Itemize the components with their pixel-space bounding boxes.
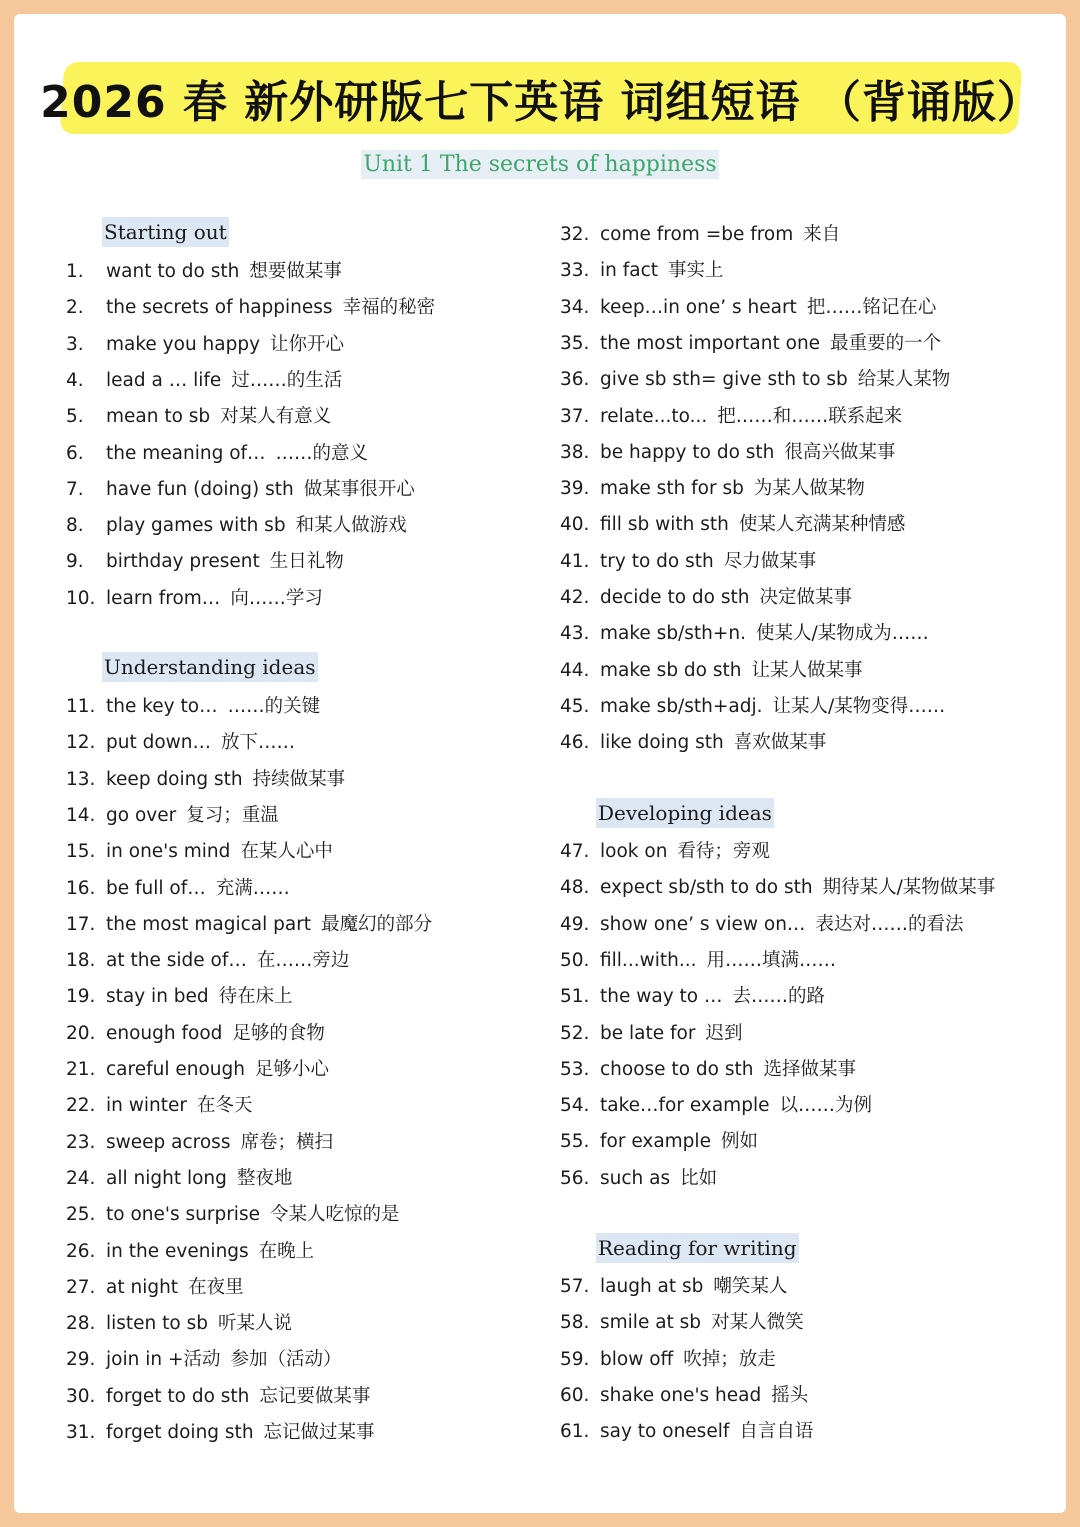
phrase-number: 56. — [560, 1167, 590, 1189]
phrase-english: have fun (doing) sth — [106, 478, 294, 500]
phrase-number: 6. — [66, 442, 84, 464]
phrase-item — [66, 801, 279, 827]
phrase-number: 8. — [66, 515, 84, 537]
phrase-english: fill sb with sth — [600, 514, 729, 536]
phrase-item — [560, 1127, 758, 1153]
phrase-english: look on — [600, 841, 668, 862]
phrase-english: choose to do sth — [600, 1058, 754, 1080]
phrase-item — [66, 257, 342, 283]
phrase-chinese: 摇头 — [771, 1384, 809, 1406]
phrase-item — [66, 1418, 375, 1444]
phrase-item — [560, 1272, 787, 1298]
phrase-item — [560, 256, 724, 282]
phrase-item — [66, 1164, 292, 1190]
phrase-chinese: 对某人有意义 — [220, 406, 332, 428]
phrase-chinese: 生日礼物 — [269, 551, 344, 573]
phrase-item — [560, 474, 865, 500]
phrase-number: 5. — [66, 406, 84, 428]
phrase-number: 34. — [560, 296, 590, 318]
phrase-chinese: 让某人做某事 — [751, 659, 863, 681]
phrase-english: sweep across — [106, 1131, 231, 1153]
phrase-item — [560, 619, 929, 645]
phrase-item — [66, 366, 342, 392]
phrase-item — [560, 547, 816, 573]
phrase-number: 9. — [66, 551, 84, 573]
phrase-chinese: 待在床上 — [218, 986, 293, 1008]
phrase-english: in fact — [600, 260, 659, 282]
phrase-number: 29. — [66, 1349, 96, 1371]
phrase-number: 23. — [66, 1131, 96, 1153]
phrase-item — [66, 728, 295, 754]
phrase-item — [66, 1128, 333, 1154]
phrase-english: make you happy — [106, 333, 261, 355]
phrase-number: 57. — [560, 1276, 590, 1297]
phrase-item — [560, 583, 852, 609]
phrase-item — [560, 438, 895, 464]
phrase-number: 28. — [66, 1313, 96, 1335]
phrase-chinese: 和某人做游戏 — [295, 515, 407, 537]
phrase-number: 42. — [560, 587, 590, 608]
phrase-number: 60. — [560, 1384, 590, 1406]
phrase-number: 36. — [560, 369, 590, 391]
phrase-chinese: 做某事很开心 — [303, 478, 415, 500]
section-heading: Developing ideas — [596, 798, 774, 828]
phrase-chinese: 例如 — [720, 1131, 758, 1153]
phrase-item — [560, 1345, 776, 1371]
phrase-english: to one's surprise — [106, 1204, 260, 1226]
phrase-chinese: 嘲笑某人 — [713, 1276, 788, 1297]
phrase-number: 27. — [66, 1276, 96, 1298]
phrase-chinese: 在夜里 — [188, 1276, 244, 1298]
phrase-item — [560, 837, 770, 863]
phrase-english: in one's mind — [106, 841, 231, 863]
phrase-english: such as — [600, 1167, 671, 1189]
document-page — [14, 14, 1066, 1513]
phrase-english: give sb sth= give sth to sb — [600, 369, 848, 391]
phrase-number: 3. — [66, 333, 84, 355]
phrase-number: 32. — [560, 224, 590, 245]
phrase-number: 10. — [66, 587, 96, 609]
phrase-english: shake one's head — [600, 1384, 762, 1406]
phrase-chinese: 让你开心 — [270, 333, 345, 355]
phrase-item — [66, 293, 435, 319]
phrase-english: laugh at sb — [600, 1276, 704, 1297]
phrase-item — [66, 982, 293, 1008]
phrase-english: forget to do sth — [106, 1385, 250, 1407]
phrase-english: play games with sb — [106, 515, 286, 537]
phrase-number: 48. — [560, 877, 590, 899]
phrase-english: say to oneself — [600, 1421, 730, 1443]
phrase-chinese: 表达对……的看法 — [815, 913, 964, 935]
phrase-chinese: 把……和……联系起来 — [717, 405, 903, 427]
phrase-english: take…for example — [600, 1095, 770, 1117]
phrase-english: make sb do sth — [600, 659, 742, 681]
phrase-chinese: 给某人某物 — [857, 369, 951, 391]
phrase-item — [66, 1091, 253, 1117]
phrase-chinese: ……的意义 — [275, 442, 369, 464]
phrase-chinese: 决定做某事 — [759, 587, 852, 608]
phrase-chinese: 过……的生活 — [231, 369, 343, 391]
phrase-chinese: 期待某人/某物做某事 — [822, 877, 996, 899]
phrase-number: 45. — [560, 695, 590, 717]
phrase-item — [560, 1091, 872, 1117]
phrase-number: 44. — [560, 659, 590, 681]
phrase-english: put down… — [106, 732, 212, 754]
phrase-chinese: 整夜地 — [236, 1167, 293, 1189]
phrase-number: 11. — [66, 696, 96, 717]
phrase-item — [66, 1309, 292, 1335]
phrase-number: 59. — [560, 1348, 590, 1370]
phrase-item — [66, 910, 432, 936]
phrase-number: 41. — [560, 550, 590, 572]
phrase-english: the key to… — [106, 696, 218, 717]
phrase-chinese: 在某人心中 — [240, 841, 333, 863]
phrase-number: 55. — [560, 1131, 590, 1153]
phrase-item — [560, 1164, 717, 1190]
phrase-item — [560, 982, 825, 1008]
phrase-chinese: 很高兴做某事 — [784, 441, 896, 463]
phrase-number: 46. — [560, 732, 590, 754]
phrase-number: 14. — [66, 804, 96, 826]
phrase-english: mean to sb — [106, 406, 211, 428]
phrase-number: 47. — [560, 841, 590, 862]
phrase-number: 7. — [66, 478, 84, 500]
phrase-english: the most important one — [600, 332, 821, 354]
phrase-english: the meaning of… — [106, 442, 266, 464]
phrase-chinese: 充满…… — [215, 877, 290, 899]
phrase-number: 20. — [66, 1022, 96, 1044]
phrase-english: the secrets of happiness — [106, 297, 333, 319]
phrase-english: the most magical part — [106, 913, 312, 935]
phrase-number: 40. — [560, 514, 590, 536]
phrase-item — [560, 1417, 813, 1443]
phrase-number: 17. — [66, 913, 96, 935]
phrase-item — [560, 1381, 808, 1407]
phrase-number: 15. — [66, 841, 96, 863]
phrase-english: keep…in one’ s heart — [600, 296, 797, 318]
phrase-item — [66, 765, 345, 791]
phrase-item — [66, 1345, 341, 1371]
phrase-chinese: 幸福的秘密 — [342, 297, 436, 319]
phrase-item — [560, 656, 863, 682]
phrase-number: 53. — [560, 1058, 590, 1080]
phrase-chinese: 使某人/某物成为…… — [756, 623, 929, 645]
phrase-english: for example — [600, 1131, 711, 1153]
phrase-number: 18. — [66, 950, 96, 972]
phrase-chinese: 迟到 — [705, 1022, 743, 1044]
phrase-number: 19. — [66, 986, 96, 1008]
phrase-number: 12. — [66, 732, 96, 754]
phrase-english: smile at sb — [600, 1312, 702, 1334]
phrase-item — [66, 1055, 329, 1081]
phrase-item — [66, 439, 368, 465]
phrase-item — [560, 1019, 742, 1045]
phrase-item — [560, 1055, 856, 1081]
phrase-english: join in +活动 — [106, 1349, 221, 1371]
phrase-english: in winter — [106, 1095, 187, 1117]
phrase-english: come from =be from — [600, 224, 794, 245]
phrase-item — [66, 692, 320, 718]
phrase-number: 2. — [66, 297, 84, 319]
phrase-chinese: ……的关键 — [227, 696, 321, 717]
phrase-chinese: 令某人吃惊的是 — [269, 1204, 400, 1226]
phrase-item — [66, 1382, 370, 1408]
phrase-number: 26. — [66, 1240, 96, 1262]
phrase-english: relate...to... — [600, 405, 708, 427]
section-heading: Starting out — [102, 217, 229, 247]
phrase-english: decide to do sth — [600, 587, 750, 608]
phrase-number: 43. — [560, 623, 590, 645]
phrase-english: lead a … life — [106, 369, 222, 391]
phrase-chinese: 事实上 — [668, 260, 724, 282]
phrase-item — [66, 330, 344, 356]
phrase-number: 52. — [560, 1022, 590, 1044]
unit-heading-wrap — [14, 150, 1066, 179]
phrase-chinese: 用……填满…… — [706, 949, 836, 971]
page-title: 2026 春 新外研版七下英语 词组短语 （背诵版） — [40, 77, 1042, 128]
phrase-number: 37. — [560, 405, 590, 427]
phrase-number: 21. — [66, 1059, 96, 1080]
phrase-english: careful enough — [106, 1059, 245, 1080]
phrase-item — [560, 728, 826, 754]
phrase-english: show one’ s view on… — [600, 913, 806, 935]
phrase-item — [560, 365, 950, 391]
phrase-english: forget doing sth — [106, 1422, 254, 1443]
phrase-chinese: 为某人做某物 — [753, 478, 865, 500]
phrase-number: 16. — [66, 877, 96, 899]
phrase-chinese: 比如 — [680, 1167, 718, 1189]
phrase-chinese: 忘记要做某事 — [259, 1385, 371, 1407]
phrase-item — [66, 547, 344, 573]
phrase-number: 61. — [560, 1421, 590, 1443]
phrase-item — [560, 946, 836, 972]
phrase-english: enough food — [106, 1022, 223, 1044]
phrase-chinese: 看待；旁观 — [677, 841, 770, 862]
phrase-chinese: 使某人充满某种情感 — [738, 514, 906, 536]
phrase-chinese: 自言自语 — [739, 1421, 814, 1443]
section-heading: Reading for writing — [596, 1233, 799, 1263]
phrase-chinese: 想要做某事 — [249, 261, 342, 282]
phrase-english: make sb/sth+n. — [600, 623, 747, 645]
phrase-english: expect sb/sth to do sth — [600, 877, 813, 899]
phrase-english: try to do sth — [600, 550, 714, 572]
phrase-chinese: 来自 — [803, 224, 841, 245]
phrase-item — [560, 510, 905, 536]
phrase-english: birthday present — [106, 551, 260, 573]
phrase-item — [560, 873, 995, 899]
phrase-number: 22. — [66, 1095, 96, 1117]
phrase-chinese: 对某人微笑 — [711, 1312, 804, 1334]
phrase-english: make sth for sb — [600, 478, 744, 500]
phrase-english: learn from… — [106, 587, 221, 609]
phrase-english: go over — [106, 804, 177, 826]
phrase-english: all night long — [106, 1167, 227, 1189]
phrase-english: be happy to do sth — [600, 441, 775, 463]
phrase-chinese: 足够小心 — [254, 1059, 329, 1080]
phrase-chinese: 持续做某事 — [252, 768, 346, 790]
phrase-item — [66, 1273, 244, 1299]
phrase-number: 50. — [560, 949, 590, 971]
phrase-item — [66, 1200, 399, 1226]
phrase-english: listen to sb — [106, 1313, 208, 1335]
phrase-english: keep doing sth — [106, 768, 243, 790]
phrase-chinese: 让某人/某物变得…… — [772, 695, 946, 717]
phrase-item — [560, 220, 840, 246]
phrase-number: 25. — [66, 1204, 96, 1226]
phrase-english: make sb/sth+adj. — [600, 695, 763, 717]
phrase-item — [66, 874, 290, 900]
phrase-number: 39. — [560, 478, 590, 500]
phrase-english: at night — [106, 1276, 179, 1298]
section-heading: Understanding ideas — [102, 652, 318, 682]
phrase-number: 38. — [560, 441, 590, 463]
phrase-chinese: 忘记做过某事 — [263, 1422, 375, 1443]
phrase-english: the way to … — [600, 986, 723, 1008]
phrase-chinese: 向……学习 — [230, 587, 323, 609]
phrase-item — [560, 293, 936, 319]
phrase-english: be full of… — [106, 877, 206, 899]
phrase-english: in the evenings — [106, 1240, 249, 1262]
phrase-english: stay in bed — [106, 986, 209, 1008]
phrase-number: 49. — [560, 913, 590, 935]
phrase-chinese: 在晚上 — [258, 1240, 315, 1262]
phrase-number: 54. — [560, 1095, 590, 1117]
phrase-english: blow off — [600, 1348, 674, 1370]
phrase-number: 1. — [66, 261, 84, 282]
phrase-item — [66, 402, 331, 428]
phrase-item — [560, 329, 941, 355]
phrase-number: 30. — [66, 1385, 96, 1407]
phrase-chinese: 参加（活动） — [230, 1349, 342, 1371]
phrase-number: 13. — [66, 768, 96, 790]
phrase-chinese: 听某人说 — [218, 1313, 293, 1335]
phrase-english: like doing sth — [600, 732, 724, 754]
phrase-chinese: 放下…… — [221, 732, 296, 754]
phrase-chinese: 在冬天 — [196, 1095, 253, 1117]
phrase-chinese: 把……铭记在心 — [806, 296, 937, 318]
phrase-number: 4. — [66, 369, 84, 391]
phrase-chinese: 以……为例 — [779, 1095, 872, 1117]
phrase-item — [66, 584, 323, 610]
phrase-chinese: 最魔幻的部分 — [321, 913, 433, 935]
phrase-chinese: 足够的食物 — [232, 1022, 325, 1044]
phrase-chinese: 最重要的一个 — [830, 332, 942, 354]
phrase-item — [66, 1019, 325, 1045]
phrase-english: fill...with... — [600, 949, 697, 971]
phrase-number: 24. — [66, 1167, 96, 1189]
phrase-number: 51. — [560, 986, 590, 1008]
phrase-chinese: 复习；重温 — [186, 804, 279, 826]
phrase-english: want to do sth — [106, 261, 240, 282]
unit-heading: Unit 1 The secrets of happiness — [363, 152, 717, 177]
phrase-chinese: 去……的路 — [732, 986, 826, 1008]
phrase-number: 33. — [560, 260, 590, 282]
phrase-chinese: 席卷；横扫 — [240, 1131, 333, 1153]
phrase-chinese: 尽力做某事 — [723, 550, 817, 572]
phrase-item — [66, 475, 415, 501]
phrase-item — [560, 402, 902, 428]
phrase-number: 58. — [560, 1312, 590, 1334]
phrase-item — [560, 692, 945, 718]
phrase-item — [560, 1308, 804, 1334]
phrase-english: be late for — [600, 1022, 696, 1044]
phrase-item — [66, 837, 333, 863]
phrase-item — [560, 910, 963, 936]
phrase-number: 35. — [560, 332, 590, 354]
phrase-number: 31. — [66, 1422, 96, 1443]
phrase-chinese: 吹掉；放走 — [683, 1348, 776, 1370]
phrase-chinese: 喜欢做某事 — [733, 732, 827, 754]
phrase-item — [66, 1237, 314, 1263]
phrase-english: at the side of… — [106, 950, 247, 972]
phrase-chinese: 在……旁边 — [256, 950, 350, 972]
phrase-chinese: 选择做某事 — [763, 1058, 856, 1080]
phrase-item — [66, 511, 407, 537]
phrase-item — [66, 946, 349, 972]
